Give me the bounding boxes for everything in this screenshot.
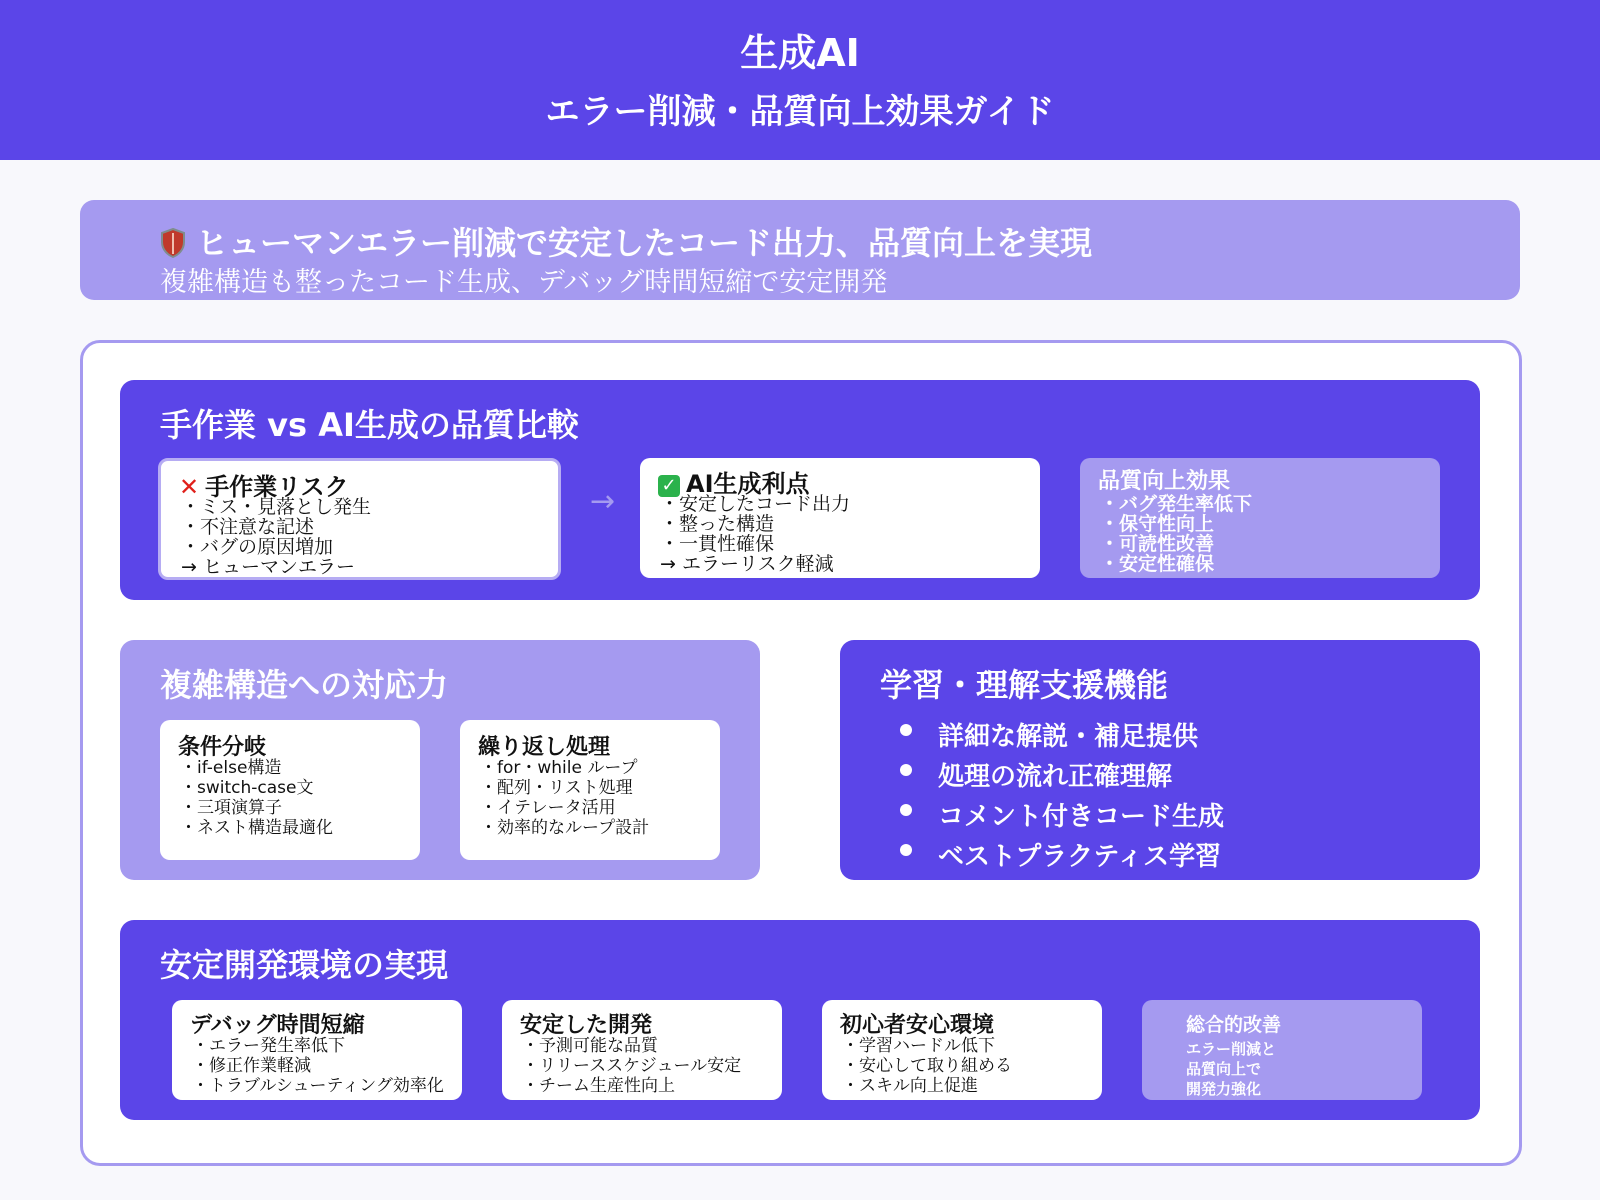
manual-risk-line: → ヒューマンエラー xyxy=(181,556,355,578)
ai-benefit-line: ・安定したコード出力 xyxy=(660,493,851,515)
stable-dev-card xyxy=(502,1000,782,1100)
header-bar xyxy=(0,0,1600,160)
overall-improvement-card xyxy=(1142,1000,1422,1100)
bullet-icon xyxy=(900,764,912,776)
condition-branch-title: 条件分岐 xyxy=(178,735,267,760)
stable-development-title: 安定開発環境の実現 xyxy=(160,946,449,984)
overall-improvement-line: 開発力強化 xyxy=(1186,1080,1262,1098)
stable-dev-title: 安定した開発 xyxy=(520,1013,653,1038)
beginner-env-card xyxy=(822,1000,1102,1100)
ai-benefit-card xyxy=(640,458,1040,578)
overall-improvement-line: エラー削減と xyxy=(1186,1040,1277,1058)
learning-support-title: 学習・理解支援機能 xyxy=(880,666,1169,704)
condition-branch-line: ・ネスト構造最適化 xyxy=(180,818,333,838)
quality-effect-title: 品質向上効果 xyxy=(1098,469,1231,494)
debug-time-title: デバッグ時間短縮 xyxy=(190,1013,365,1038)
debug-time-card xyxy=(172,1000,462,1100)
loop-processing-line: ・配列・リスト処理 xyxy=(480,778,633,798)
banner-subline: 複雑構造も整ったコード生成、デバッグ時間短縮で安定開発 xyxy=(160,267,888,298)
manual-risk-title: 手作業リスク xyxy=(205,473,349,501)
page-title: 生成AI xyxy=(740,31,860,75)
stable-dev-line: ・予測可能な品質 xyxy=(522,1036,658,1056)
condition-branch-card xyxy=(160,720,420,860)
bullet-icon xyxy=(900,724,912,736)
complex-structure-panel xyxy=(120,640,760,880)
quality-effect-line: ・バグ発生率低下 xyxy=(1100,493,1253,515)
beginner-env-line: ・スキル向上促進 xyxy=(842,1076,978,1096)
page-subtitle: エラー削減・品質向上効果ガイド xyxy=(545,92,1055,132)
quality-effect-line: ・安定性確保 xyxy=(1100,553,1215,575)
quality-effect-card xyxy=(1080,458,1440,578)
beginner-env-line: ・学習ハードル低下 xyxy=(842,1036,995,1056)
bullet-icon xyxy=(900,844,912,856)
debug-time-line: ・修正作業軽減 xyxy=(192,1056,311,1076)
stable-dev-line: ・チーム生産性向上 xyxy=(522,1076,675,1096)
loop-processing-card xyxy=(460,720,720,860)
manual-risk-line: ・ミス・見落とし発生 xyxy=(181,496,372,518)
banner-headline-row xyxy=(160,218,1092,264)
manual-risk-line: ・バグの原因増加 xyxy=(181,536,334,558)
condition-branch-line: ・三項演算子 xyxy=(180,798,282,818)
ai-benefit-title: AI生成利点 xyxy=(686,470,810,498)
checkmark-icon: ✓ xyxy=(658,475,680,497)
beginner-env-line: ・安心して取り組める xyxy=(842,1056,1012,1076)
arrow-right-icon: → xyxy=(590,484,616,519)
shield-icon xyxy=(160,228,186,258)
manual-risk-card xyxy=(158,458,561,580)
manual-risk-line: ・不注意な記述 xyxy=(181,516,315,538)
ai-benefit-line: ・一貫性確保 xyxy=(660,533,775,555)
ai-benefit-line: → エラーリスク軽減 xyxy=(660,553,834,575)
loop-processing-line: ・イテレータ活用 xyxy=(480,798,616,818)
ai-benefit-line: ・整った構造 xyxy=(660,513,775,535)
quality-effect-line: ・可読性改善 xyxy=(1100,533,1215,555)
comparison-title: 手作業 vs AI生成の品質比較 xyxy=(160,406,579,444)
condition-branch-line: ・switch-case文 xyxy=(180,778,314,798)
debug-time-line: ・トラブルシューティング効率化 xyxy=(192,1076,444,1096)
loop-processing-title: 繰り返し処理 xyxy=(478,735,611,760)
quality-effect-line: ・保守性向上 xyxy=(1100,513,1215,535)
debug-time-line: ・エラー発生率低下 xyxy=(192,1036,345,1056)
stable-dev-line: ・リリーススケジュール安定 xyxy=(522,1056,742,1076)
cross-icon: ✕ xyxy=(179,473,200,501)
loop-processing-line: ・効率的なループ設計 xyxy=(480,818,650,838)
overall-improvement-line: 品質向上で xyxy=(1186,1060,1262,1078)
bullet-icon xyxy=(900,804,912,816)
summary-banner xyxy=(80,200,1520,300)
loop-processing-line: ・for・while ループ xyxy=(480,758,638,778)
beginner-env-title: 初心者安心環境 xyxy=(840,1013,995,1038)
stable-development-panel xyxy=(120,920,1480,1120)
banner-headline: ヒューマンエラー削減で安定したコード出力、品質向上を実現 xyxy=(196,224,1093,262)
condition-branch-line: ・if-else構造 xyxy=(180,758,282,778)
content-frame xyxy=(80,340,1522,1166)
comparison-panel xyxy=(120,380,1480,600)
learning-support-panel: 学習・理解支援機能 詳細な解説・補足提供 処理の流れ正確理解 コメント付きコード生成 ベストプラクティス学習 xyxy=(840,640,1480,880)
overall-improvement-title: 総合的改善 xyxy=(1186,1014,1282,1036)
complex-structure-title: 複雑構造への対応力 xyxy=(160,666,449,704)
